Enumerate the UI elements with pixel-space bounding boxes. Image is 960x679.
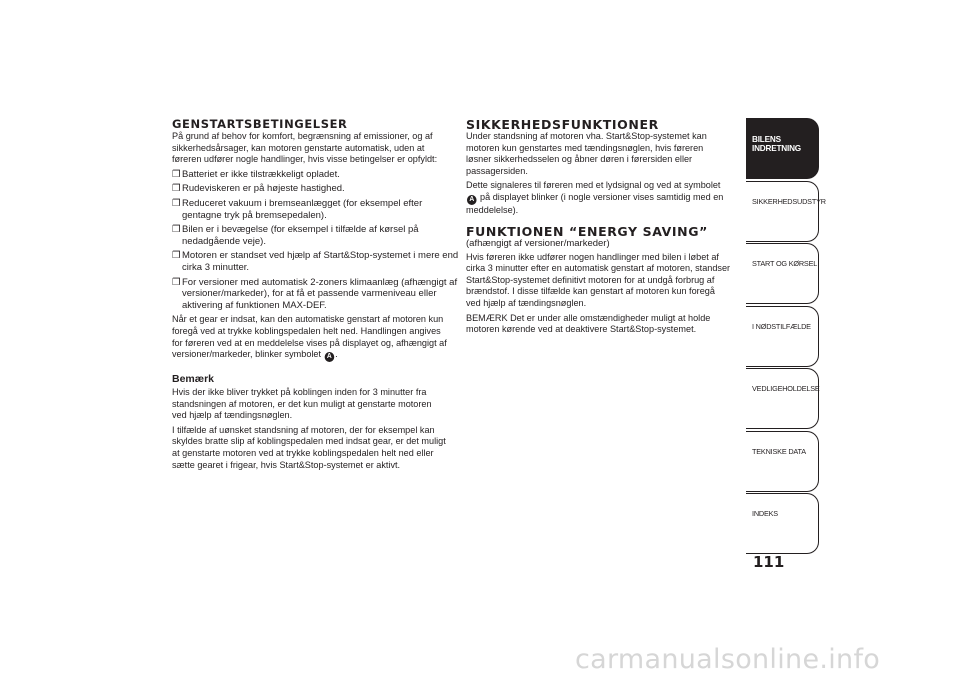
energy-paragraph-2: BEMÆRK Det er under alle omstændigheder muligt at holde motoren kørende ved at deaktivere Start&Stop-systemet.: [466, 312, 711, 336]
safety-paragraph-2: Dette signaleres til føreren med et lydsignal og ved at symbolet A på displayet blinker (i nogle versioner vises samtidig med en meddelelse).: [466, 180, 724, 216]
note-title: Bemærk: [172, 373, 215, 386]
tab-indeks[interactable]: INDEKS: [746, 493, 819, 554]
list-item: ❒ Reduceret vakuum i bremseanlægget (for eksempel efter gentagne tryk på bremsepedalen).: [172, 197, 423, 221]
watermark: carmanualsonline.info: [575, 644, 881, 675]
note-paragraph-1: Hvis der ikke bliver trykket på koblingen inden for 3 minutter fra standsningen af motoren, er det kun muligt at genstarte motoren ved hjælp af tændingsnøglen.: [172, 387, 432, 422]
tab-vedligeholdelse[interactable]: VEDLIGEHOLDELSE: [746, 368, 819, 429]
heading-energy-saving: FUNKTIONEN “ENERGY SAVING”: [466, 223, 708, 239]
safety-paragraph-1: Under standsning af motoren vha. Start&Stop-systemet kan motoren kun genstartes med tændingsnøglen, hvis føreren løsner sikkerhedsselen og åbner døren i førersiden eller passagersiden.: [466, 131, 707, 177]
intro-paragraph: På grund af behov for komfort, begrænsning af emissioner, og af sikkerhedsårsager, kan motoren genstarte automatisk, uden at føreren udfører nogle handlinger, hvis visse betingelser er opfyldt:: [172, 131, 438, 166]
right-column: [466, 118, 742, 339]
checkbox-bullet-icon: ❒: [172, 250, 181, 262]
chapter-sidebar: [746, 118, 826, 556]
checkbox-bullet-icon: ❒: [172, 183, 181, 195]
checkbox-bullet-icon: ❒: [172, 224, 181, 236]
note-paragraph-2: I tilfælde af uønsket standsning af motoren, der for eksempel kan skyldes bratte slip af koblingspedalen med indsat gear, er det muligt at genstarte motoren ved at trykke koblingspedalen helt ned eller sætte gearet i frigear, hvis Start&Stop-systemet er aktivt.: [172, 424, 446, 471]
heading-safety-functions: SIKKERHEDSFUNKTIONER: [466, 117, 659, 132]
tab-tekniske-data[interactable]: TEKNISKE DATA: [746, 431, 819, 492]
list-item: ❒ Bilen er i bevægelse (for eksempel i tilfælde af kørsel på nedadgående veje).: [172, 224, 419, 247]
start-stop-symbol-icon: A: [467, 195, 477, 205]
energy-saving-subtitle: (afhængigt af versioner/markeder): [466, 237, 610, 249]
gear-paragraph: Når et gear er indsat, kan den automatiske genstart af motoren kun foregå ved at trykke koblingspedalen helt ned. Handlingen angives for føreren ved at en meddelelse vises på displayet og, afhængigt af versioner/markeder, blinker symbolet A .: [172, 314, 447, 361]
tab-i-nodstilfaelde[interactable]: I NØDSTILFÆLDE: [746, 306, 819, 367]
start-stop-symbol-icon: A: [325, 352, 335, 362]
tab-sikkerhedsudstyr[interactable]: SIKKERHEDSUDSTYR: [746, 181, 819, 242]
energy-paragraph-1: Hvis føreren ikke udfører nogen handlinger med bilen i løbet af cirka 3 minutter efter en automatisk genstart af motoren, standser Start&Stop-systemet definitivt motoren for at undgå forbrug af brændstof. I disse tilfælde kan genstart af motoren kun foregå ved hjælp af tændingsnøglen.: [466, 251, 731, 309]
list-item: ❒ Rudeviskeren er på højeste hastighed.: [172, 183, 345, 195]
list-item: ❒ Batteriet er ikke tilstrækkeligt opladet.: [172, 168, 340, 180]
page-number: 111: [753, 553, 785, 571]
list-item: ❒ For versioner med automatisk 2-zoners klimaanlæg (afhængigt af versioner/markeder), for at få et passende varmeniveau eller aktivering af funktionen MAX-DEF.: [172, 276, 458, 311]
tab-start-og-korsel[interactable]: START OG KØRSEL: [746, 243, 819, 304]
checkbox-bullet-icon: ❒: [172, 168, 181, 180]
checkbox-bullet-icon: ❒: [172, 276, 181, 288]
heading-restart-conditions: GENSTARTSBETINGELSER: [172, 117, 348, 131]
tab-bilens-indretning[interactable]: BILENS INDRETNING: [746, 118, 819, 179]
left-column: [172, 118, 460, 474]
checkbox-bullet-icon: ❒: [172, 197, 181, 209]
list-item: ❒ Motoren er standset ved hjælp af Start&Stop-systemet i mere end cirka 3 minutter.: [172, 250, 459, 273]
